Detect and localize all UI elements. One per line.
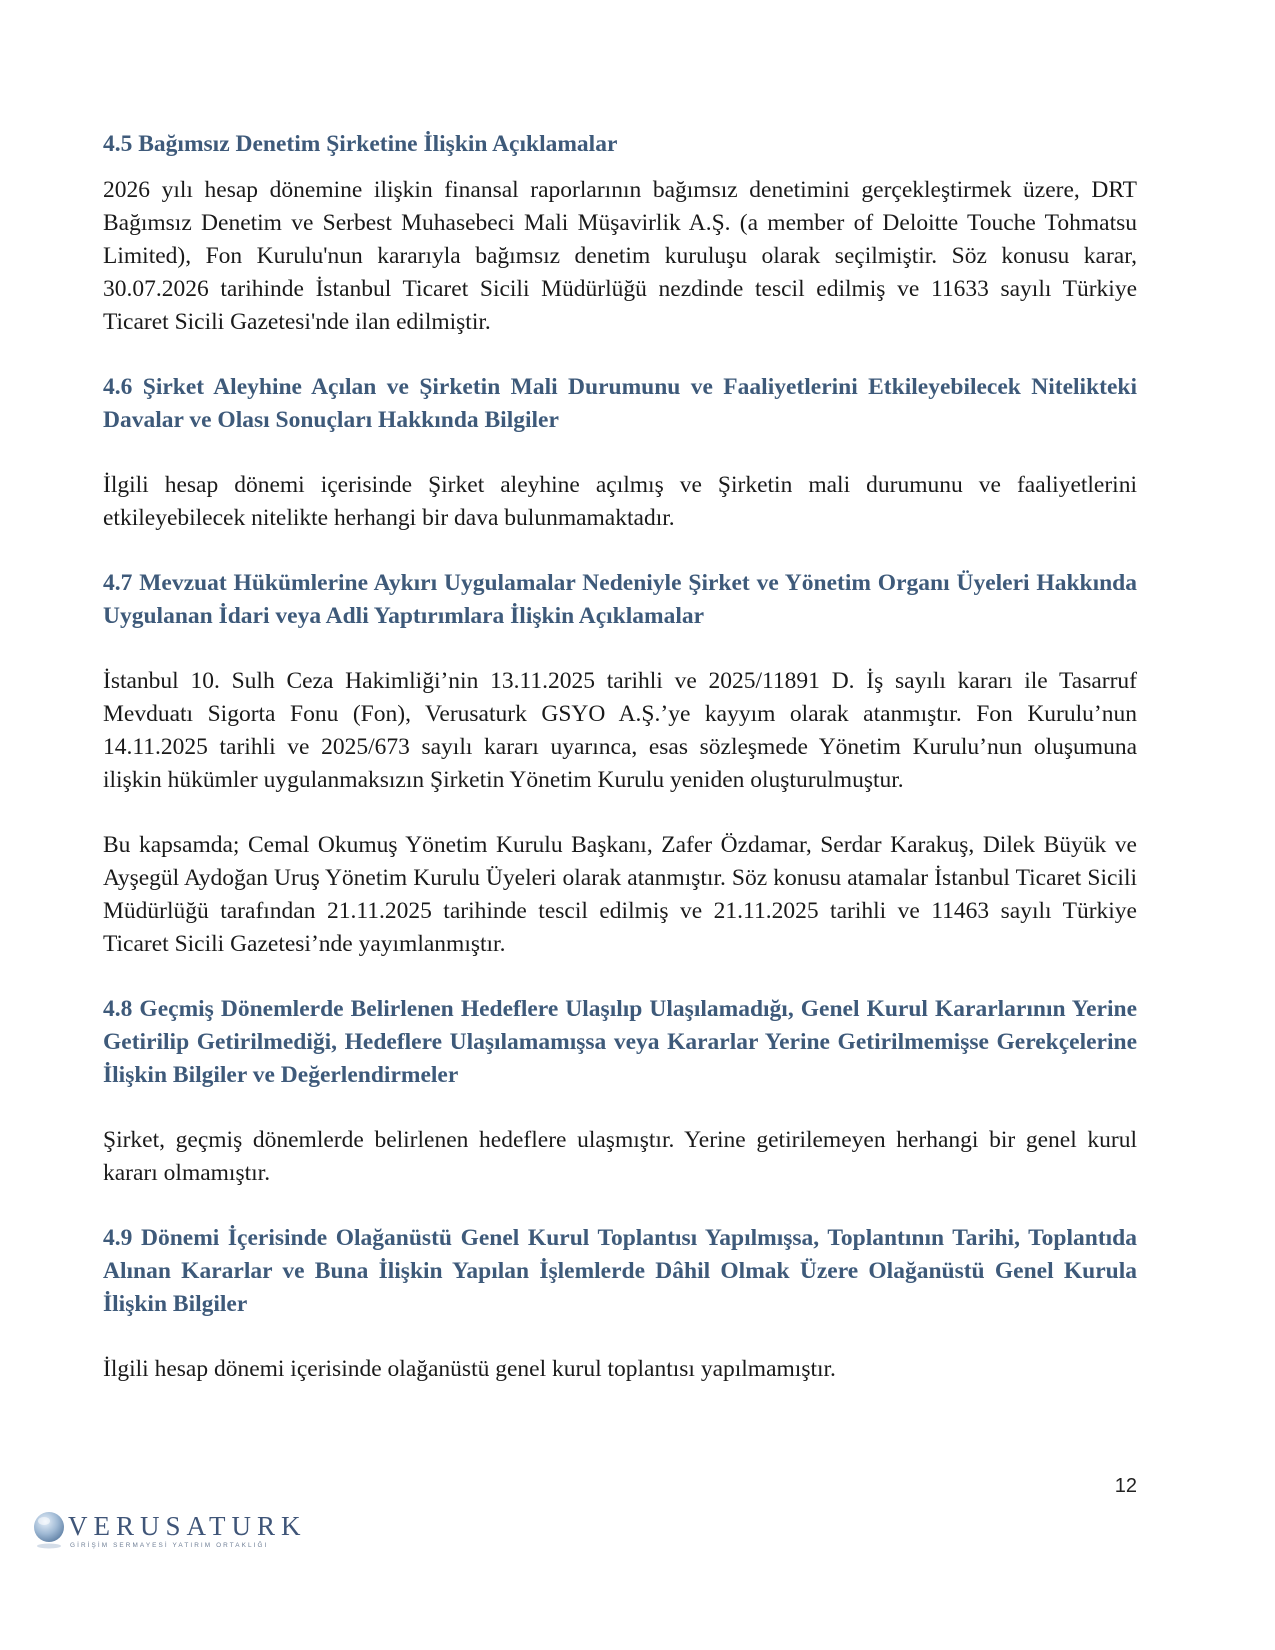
globe-logo-icon (32, 1510, 66, 1550)
section-heading-4-9: 4.9 Dönemi İçerisinde Olağanüstü Genel Kurul Toplantısı Yapılmışsa, Toplantının Tarihi, Toplantıda Alınan Kararlar ve Buna İlişkin Yapılan İşlemlerde Dâhil Olmak Üzere Olağanüstü Genel Kurula İlişkin Bilgiler (103, 1225, 1137, 1317)
logo-wordmark: VERUSATURK (68, 1511, 307, 1541)
section-4-9-paragraph: İlgili hesap dönemi içerisinde olağanüstü genel kurul toplantısı yapılmamıştır. (103, 1356, 836, 1382)
section-4-7-paragraph-1: İstanbul 10. Sulh Ceza Hakimliği’nin 13.11.2025 tarihli ve 2025/11891 D. İş sayılı kararı ile Tasarruf Mevduatı Sigorta Fonu (Fon), Verusaturk GSYO A.Ş.’ye kayyım olarak atanmıştır. Fon Kurulu’nun 14.11.2025 tarihli ve 2025/673 sayılı kararı uyarınca, esas sözleşmede Yönetim Kurulu’nun oluşumuna ilişkin hükümler uygulanmaksızın Şirketin Yönetim Kurulu yeniden oluşturulmuştur. (103, 668, 1137, 793)
section-4-8-paragraph: Şirket, geçmiş dönemlerde belirlenen hedeflere ulaşmıştır. Yerine getirilemeyen herhangi bir genel kurul kararı olmamıştır. (103, 1127, 1137, 1186)
section-4-6-paragraph: İlgili hesap dönemi içerisinde Şirket aleyhine açılmış ve Şirketin mali durumunu ve faaliyetlerini etkileyebilecek nitelikte herhangi bir dava bulunmamaktadır. (103, 472, 1137, 531)
page-content (103, 128, 1137, 1386)
logo-tagline: GİRİŞİM SERMAYESİ YATIRIM ORTAKLIĞI (70, 1542, 269, 1549)
section-heading-4-8: 4.8 Geçmiş Dönemlerde Belirlenen Hedeflere Ulaşılıp Ulaşılamadığı, Genel Kurul Kararlarının Yerine Getirilip Getirilmediği, Hedeflere Ulaşılamamışsa veya Kararlar Yerine Getirilmemişse Gerekçelerine İlişkin Bilgiler ve Değerlendirmeler (103, 996, 1137, 1088)
section-heading-4-5: 4.5 Bağımsız Denetim Şirketine İlişkin Açıklamalar (103, 131, 618, 157)
page-number: 12 (1114, 1475, 1137, 1497)
section-4-5-paragraph: 2026 yılı hesap dönemine ilişkin finansal raporlarının bağımsız denetimini gerçekleştirmek üzere, DRT Bağımsız Denetim ve Serbest Muhasebeci Mali Müşavirlik A.Ş. (a member of Deloitte Touche Tohmatsu Limited), Fon Kurulu'nun kararıyla bağımsız denetim kuruluşu olarak seçilmiştir. Söz konusu karar, 30.07.2026 tarihinde İstanbul Ticaret Sicili Müdürlüğü nezdinde tescil edilmiş ve 11633 sayılı Türkiye Ticaret Sicili Gazetesi'nde ilan edilmiştir. (103, 177, 1137, 335)
section-heading-4-7: 4.7 Mevzuat Hükümlerine Aykırı Uygulamalar Nedeniyle Şirket ve Yönetim Organı Üyeleri Hakkında Uygulanan İdari veya Adli Yaptırımlara İlişkin Açıklamalar (103, 570, 1137, 629)
section-4-7-paragraph-2: Bu kapsamda; Cemal Okumuş Yönetim Kurulu Başkanı, Zafer Özdamar, Serdar Karakuş, Dilek Büyük ve Ayşegül Aydoğan Uruş Yönetim Kurulu Üyeleri olarak atanmıştır. Söz konusu atamalar İstanbul Ticaret Sicili Müdürlüğü tarafından 21.11.2025 tarihinde tescil edilmiş ve 21.11.2025 tarihli ve 11463 sayılı Türkiye Ticaret Sicili Gazetesi’nde yayımlanmıştır. (103, 832, 1137, 957)
company-logo (32, 1508, 307, 1556)
section-heading-4-6: 4.6 Şirket Aleyhine Açılan ve Şirketin Mali Durumunu ve Faaliyetlerini Etkileyebilecek Nitelikteki Davalar ve Olası Sonuçları Hakkında Bilgiler (103, 374, 1137, 433)
